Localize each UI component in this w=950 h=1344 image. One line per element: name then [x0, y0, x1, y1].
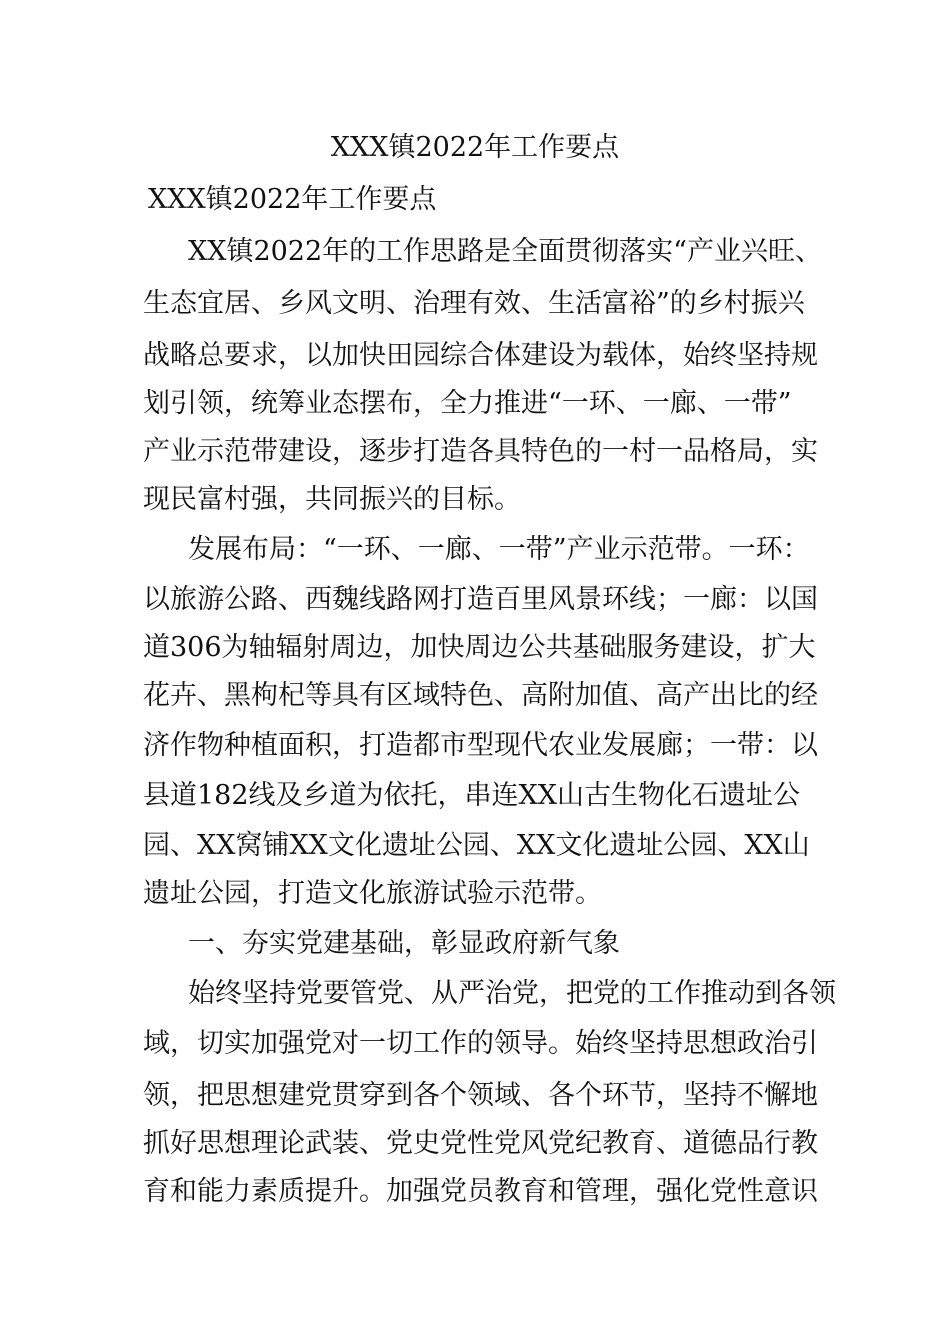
paragraph-line: 域，切实加强党对一切工作的领导。始终坚持思想政治引 — [143, 1028, 818, 1059]
document-title: XXX镇2022年工作要点 — [330, 132, 620, 163]
paragraph-line: 产业示范带建设，逐步打造各具特色的一村一品格局，实 — [143, 436, 818, 467]
paragraph-line: XX镇2022年的工作思路是全面贯彻落实“产业兴旺、 — [188, 236, 822, 267]
section-heading: 一、夯实党建基础，彰显政府新气象 — [188, 928, 620, 959]
paragraph-line: 抓好思想理论武装、党史党性党风党纪教育、道德品行教 — [143, 1128, 818, 1159]
paragraph-line: 园、XX窝铺XX文化遗址公园、XX文化遗址公园、XX山 — [143, 830, 810, 861]
paragraph-line: 济作物种植面积，打造都市型现代农业发展廊；一带：以 — [143, 730, 818, 761]
paragraph-line: 划引领，统筹业态摆布，全力推进“一环、一廊、一带” — [143, 388, 792, 419]
paragraph-line: 道306为轴辐射周边，加快周边公共基础服务建设，扩大 — [143, 632, 816, 663]
paragraph-line: 现民富村强，共同振兴的目标。 — [143, 484, 521, 515]
paragraph-line: 县道182线及乡道为依托，串连XX山古生物化石遗址公 — [143, 780, 800, 811]
paragraph-line: 以旅游公路、西魏线路网打造百里风景环线；一廊：以国 — [143, 584, 818, 615]
paragraph-line: 遗址公园，打造文化旅游试验示范带。 — [143, 878, 602, 909]
paragraph-line: 领，把思想建党贯穿到各个领域、各个环节，坚持不懈地 — [143, 1080, 818, 1111]
paragraph-line: 始终坚持党要管党、从严治党，把党的工作推动到各领 — [188, 978, 836, 1009]
paragraph-line: 育和能力素质提升。加强党员教育和管理，强化党性意识 — [143, 1176, 818, 1207]
document-subtitle: XXX镇2022年工作要点 — [148, 184, 437, 215]
paragraph-line: 战略总要求，以加快田园综合体建设为载体，始终坚持规 — [143, 340, 818, 371]
paragraph-line: 发展布局：“一环、一廊、一带”产业示范带。一环： — [188, 534, 810, 565]
paragraph-line: 花卉、黑枸杞等具有区域特色、高附加值、高产出比的经 — [143, 680, 818, 711]
paragraph-line: 生态宜居、乡风文明、治理有效、生活富裕”的乡村振兴 — [143, 288, 805, 319]
